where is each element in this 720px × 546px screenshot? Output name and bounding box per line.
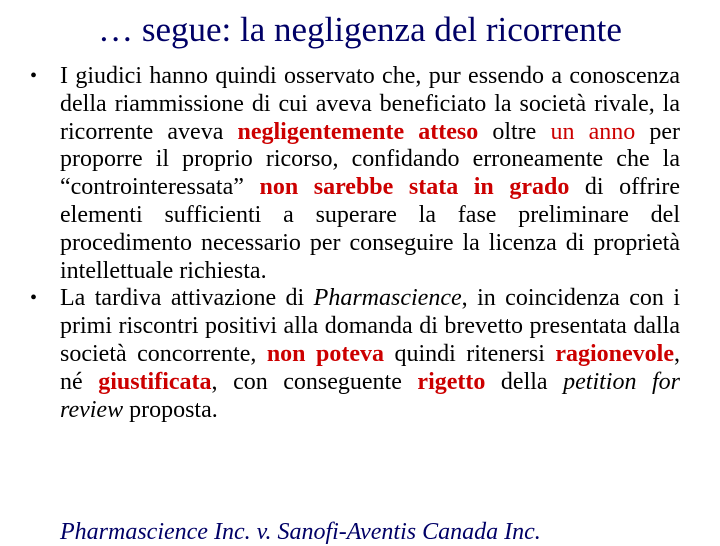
bullet-segment: quindi ritenersi — [383, 340, 556, 367]
bullet-segment-emphasis: ragionevole — [555, 340, 674, 367]
bullet-segment: , con conseguente — [211, 368, 418, 395]
slide-title: … segue: la negligenza del ricorrente — [98, 10, 622, 49]
bullet-segment-italic: petition for review — [60, 368, 680, 423]
case-citation: Pharmascience Inc. v. Sanofi-Aventis Canada Inc. — [60, 519, 541, 545]
bullet-segment: , in coincidenza con i primi riscontri positivi alla domanda di brevetto presentata dalla società concorrente, — [60, 285, 680, 367]
bullet-list — [30, 63, 680, 424]
bullet-segment-emphasis: rigetto — [417, 368, 486, 395]
bullet-segment: di offrire elementi sufficienti a superare la fase preliminare del procedimento necessario per conseguire la licenza di proprietà intellettuale richiesta. — [60, 174, 681, 284]
bullet-segment-emphasis: non poteva — [266, 340, 384, 367]
bullet-segment: , né — [60, 340, 680, 395]
bullet-segment-emphasis: non sarebbe stata in grado — [259, 174, 570, 201]
bullet-marker: • — [30, 287, 38, 310]
bullet-segment: oltre — [478, 118, 551, 145]
bullet-segment: della — [485, 368, 564, 395]
bullet-text — [60, 63, 680, 284]
bullet-segment-emphasis: giustificata — [98, 368, 212, 395]
bullet-segment: I giudici hanno quindi osservato che, pur essendo a conoscenza della riammissione di cui aveva beneficiato la società rivale, la ricorrente aveva — [60, 63, 680, 145]
bullet-segment-emphasis: negligentemente atteso — [237, 118, 479, 145]
bullet-segment-emphasis: un anno — [550, 118, 636, 145]
bullet-item — [30, 63, 680, 285]
bullet-text — [60, 285, 680, 422]
bullet-marker: • — [30, 65, 38, 87]
bullet-item — [30, 285, 680, 424]
bullet-segment: per proporre il proprio ricorso, confidando erroneamente che la “controinteressata” — [60, 118, 680, 201]
bullet-segment: La tardiva attivazione di — [60, 285, 314, 312]
bullet-segment: proposta. — [123, 396, 218, 423]
bullet-segment-italic: Pharmascience — [313, 285, 462, 312]
